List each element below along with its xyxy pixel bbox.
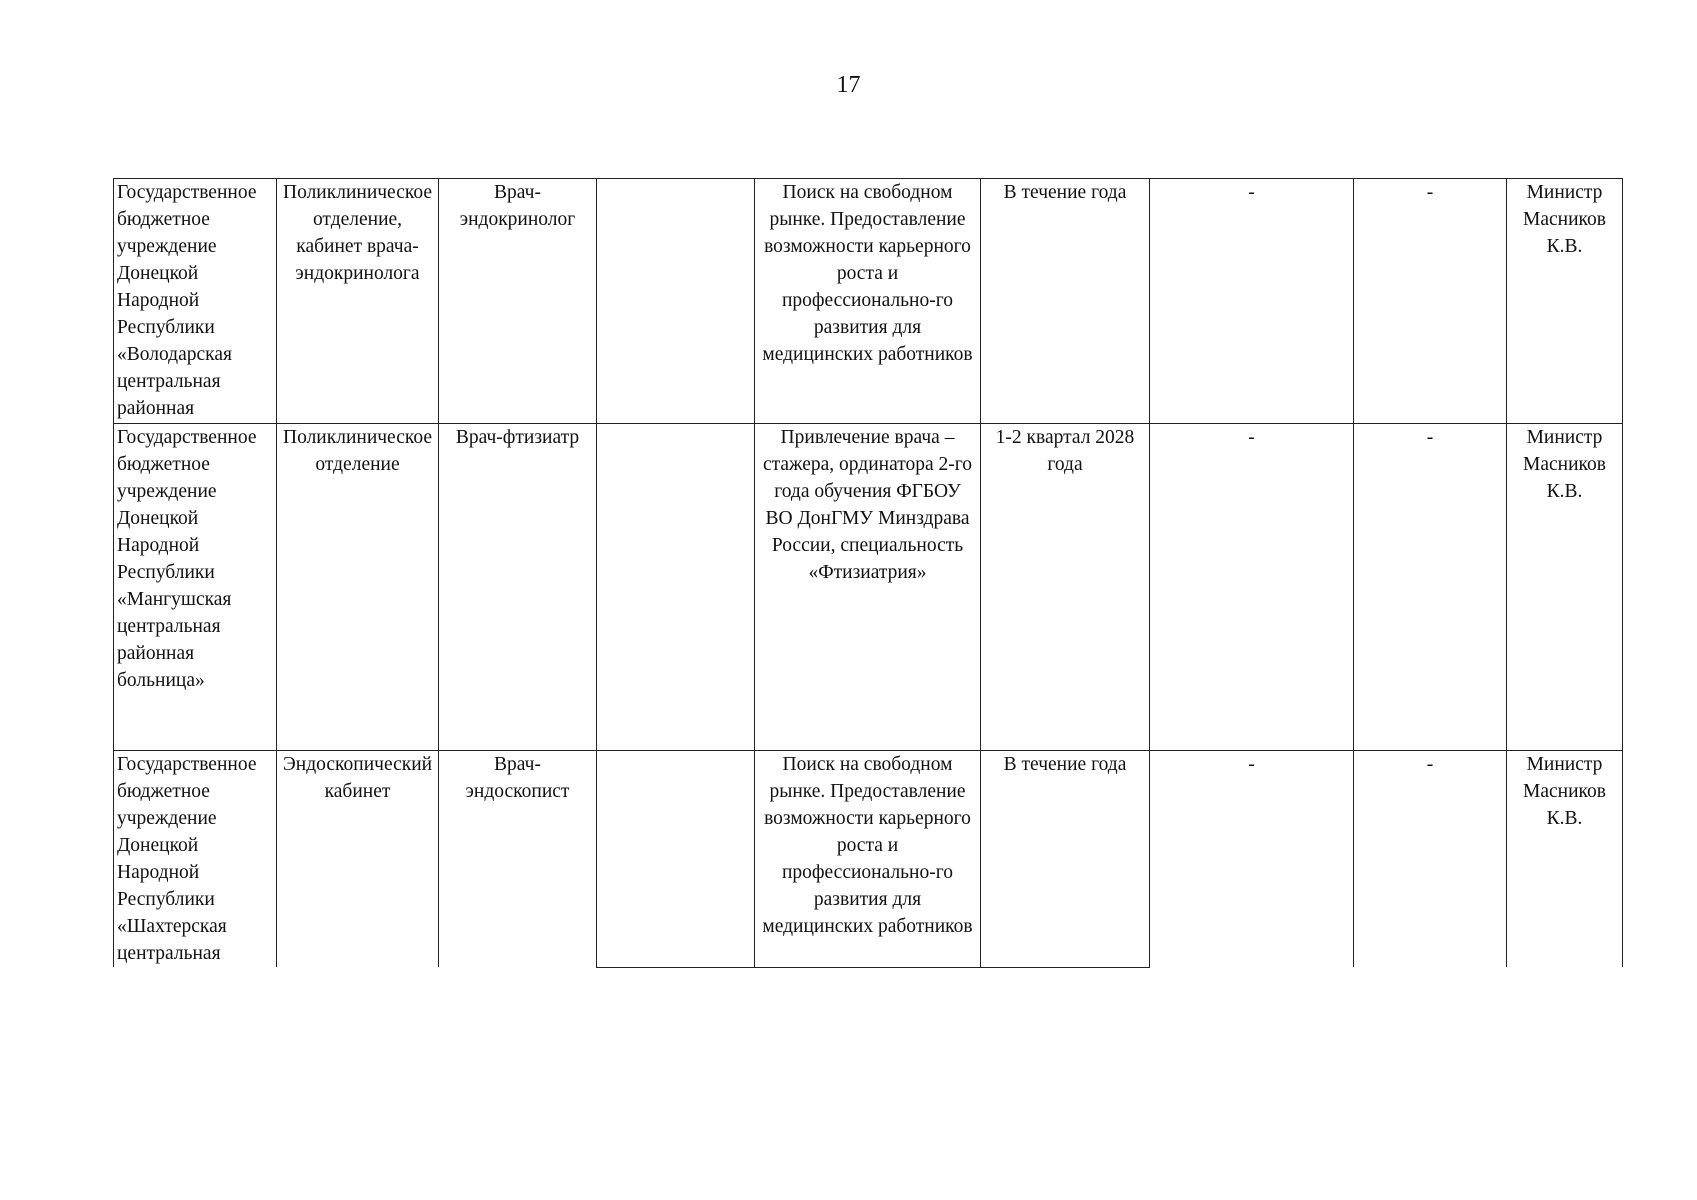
measures-cell — [755, 751, 981, 968]
department-text: Эндоскопический кабинет — [282, 754, 433, 802]
dash-text: - — [1248, 182, 1255, 203]
position-text: Врач-фтизиатр — [455, 427, 580, 448]
dash-text: - — [1248, 427, 1255, 448]
measures-text: Привлечение врача – стажера, ординатора 2-го года обучения ФГБОУ ВО ДонГМУ Минздрава России, специальность «Фтизиатрия» — [762, 427, 973, 583]
responsible-cell — [1507, 424, 1623, 751]
table-row — [114, 424, 1623, 751]
institution-cell — [114, 179, 277, 424]
position-cell — [439, 751, 597, 968]
institution-text: Государственное бюджетное учреждение Донецкой Народной Республики «Мангушская центральная районная больница» — [117, 427, 257, 691]
staffing-measures-table — [113, 178, 1623, 968]
dash-text: - — [1426, 754, 1434, 775]
department-cell — [277, 751, 439, 968]
empty-cell — [597, 751, 755, 968]
dash-text: - — [1426, 427, 1434, 448]
table-row — [114, 179, 1623, 424]
institution-text: Государственное бюджетное учреждение Донецкой Народной Республики «Шахтерская центральная — [117, 754, 257, 964]
position-text: Врач- эндоскопист — [465, 754, 570, 802]
measures-text: Поиск на свободном рынке. Предоставление возможности карьерного роста и профессионально-го развития для медицинских работников — [762, 182, 973, 365]
position-cell — [439, 424, 597, 751]
institution-cell — [114, 751, 277, 968]
empty-cell — [597, 179, 755, 424]
term-text: 1-2 квартал 2028 года — [995, 427, 1135, 475]
dash-cell — [1354, 751, 1507, 968]
term-cell — [981, 424, 1150, 751]
term-cell — [981, 179, 1150, 424]
responsible-text: Министр Масников К.В. — [1523, 754, 1606, 829]
dash-cell — [1354, 424, 1507, 751]
measures-cell — [755, 179, 981, 424]
institution-cell — [114, 424, 277, 751]
dash-text: - — [1426, 182, 1434, 203]
institution-text: Государственное бюджетное учреждение Донецкой Народной Республики «Володарская центральная районная — [117, 182, 257, 419]
department-cell — [277, 424, 439, 751]
empty-cell — [597, 424, 755, 751]
responsible-text: Министр Масников К.В. — [1523, 427, 1606, 502]
term-cell — [981, 751, 1150, 968]
dash-cell — [1150, 751, 1354, 968]
department-text: Поликлиническое отделение — [283, 427, 432, 475]
term-text: В течение года — [1003, 754, 1127, 775]
position-text: Врач- эндокринолог — [459, 182, 576, 230]
responsible-cell — [1507, 751, 1623, 968]
department-text: Поликлиническое отделение, кабинет врача- эндокринолога — [283, 182, 432, 284]
dash-text: - — [1248, 754, 1255, 775]
department-cell — [277, 179, 439, 424]
measures-cell — [755, 424, 981, 751]
dash-cell — [1354, 179, 1507, 424]
page-number: 17 — [836, 72, 861, 98]
term-text: В течение года — [1003, 182, 1127, 203]
dash-cell — [1150, 424, 1354, 751]
responsible-text: Министр Масников К.В. — [1523, 182, 1606, 257]
measures-text: Поиск на свободном рынке. Предоставление возможности карьерного роста и профессионально-го развития для медицинских работников — [762, 754, 973, 937]
responsible-cell — [1507, 179, 1623, 424]
position-cell — [439, 179, 597, 424]
dash-cell — [1150, 179, 1354, 424]
table-row — [114, 751, 1623, 968]
